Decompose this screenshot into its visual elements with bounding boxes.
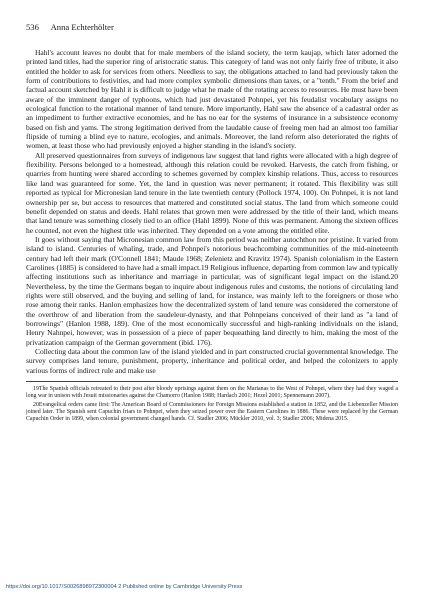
footnotes (26, 381, 398, 423)
footnote-20: 20Evangelical orders came first: The American Board of Commissioners for Foreign Missions established a station in 1852, and the Liebenzeller Mission joined later. The Spanish sent Capuchin friars to Pohnpei, when they seized power over the Eastern Carolines in 1886. These were replaced by the German Capuchin Order in 1899, when colonial government changed hands. Cf. Stadler 2006; Mückler 2010, vol. 3; Stadler 2006; Midena 2015. (26, 401, 398, 423)
page-number: 536 (26, 22, 39, 32)
body-paragraph-3: It goes without saying that Micronesian common law from this period was neither autochthon nor pristine. It varied from island to island. Centuries of whaling, trade, and Pohnpei's notorious beachcombing communities of the mid-nineteenth century had left their mark (O'Connell 1841; Maude 1968; Zelenietz and Kravitz 1974). Spanish colonialism in the Eastern Carolines (1885) is considered to have had a small impact.19 Religious influence, departing from common law and typically affecting institutions such as inheritance and marriage in particular, was of significant legal impact on the island.20 Nevertheless, by the time the Germans began to inquire about indigenous rules and customs, the notions of circulating land rights were still observed, and the buying and selling of land, for instance, was mainly left to the foreigners or those who rose among their ranks. Hanlon emphasizes how the decentralized system of land tenure was considered the cornerstone of the overthrow of and liberation from the saudeleur-dynasty, and that Pohnpeians conceived of their land as "a land of borrowings" (Hanlon 1988, 189). One of the most economically successful and high-ranking individuals on the island, Henry Nahnpei, however, was in possession of a piece of paper bequeathing land directly to him, making the most of the privatization campaign of the German government (ibid. 176). (26, 234, 398, 347)
author-name: Anna Echterhölter (50, 22, 114, 32)
body-paragraph-1: Hahl's account leaves no doubt that for male members of the island society, the term kaujap, which later adorned the printed land titles, had the superior ring of aristocratic status. This category of land was not only fairly free of tribute, it also entitled the holder to ask for services from others. Needless to say, the obligations attached to land had previously taken the form of contributions to festivities, and had more complex symbolic dimensions than taxes, or a "tenth." From the brief and factual account sketched by Hahl it is difficult to judge what he made of the rotating access to resources. He must have been aware of the imminent danger of typhoons, which had just devastated Pohnpei, yet his feudalist vocabulary assigns no ecological function to the rotational manner of land tenure. More importantly, Hahl saw the absence of a cadastral order as an impediment to further extractive economies, and he has no ear for the systems of insurance in a subsistence economy based on fish and yams. The strong legitimation derived from the laudable cause of freeing men had an almost too familiar flipside of turning a blind eye to nature, ecologies, and animals. Moreover, the land reform also deteriorated the rights of women, at least those who had previously enjoyed a higher standing in the island's society. (26, 48, 398, 151)
publisher-note: 2 Published online by Cambridge University Press (118, 584, 243, 590)
page-footer (6, 584, 416, 590)
body-paragraph-2: All preserved questionnaires from surveys of indigenous law suggest that land rights were allocated with a high degree of flexibility. Persons belonged to a homestead, although this relation could be revoked. Harvests, the catch from fishing, or quarries from hunting were shared according to schemes governed by complex kinship relations. Thus, access to resources like land was guaranteed for some. Yet, the land in question was never permanent; it rotated. This flexibility was still reported as typical for Micronesian land tenure in the late twentieth century (Pollock 1974, 100). On Pohnpei, it is not land ownership per se, but access to resources that mattered and constituted social status. The land from which someone could benefit depended on status and deeds. Hahl relates that grown men were addressed by the title of their land, which means that land tenure was something closely tied to an office (Hahl 1899). None of this was permanent. Among the sixteen offices he counted, not even the highest title was inherited. They depended on a vote among the entitled elite. (26, 150, 398, 235)
journal-page (26, 22, 398, 425)
running-head (26, 22, 398, 36)
body-paragraph-4: Collecting data about the common law of the island yielded and in part constructed crucial governmental knowledge. The survey comprises land tenure, punishment, property, inheritance and political order, and helped the colonizers to apply various forms of indirect rule and make use (26, 347, 398, 375)
doi-link[interactable]: https://doi.org/10.1017/S0026898972300004 (6, 584, 117, 590)
footnote-19: 19The Spanish officials retreated to their post after bloody uprisings against them on the Marianas to the West of Pohnpei, where they had they waged a long war in unison with Jesuit missionaries against the Chamorro (Hanlon 1988; Hardach 2001; Hezel 2001; Spennemann 2007). (26, 386, 398, 400)
